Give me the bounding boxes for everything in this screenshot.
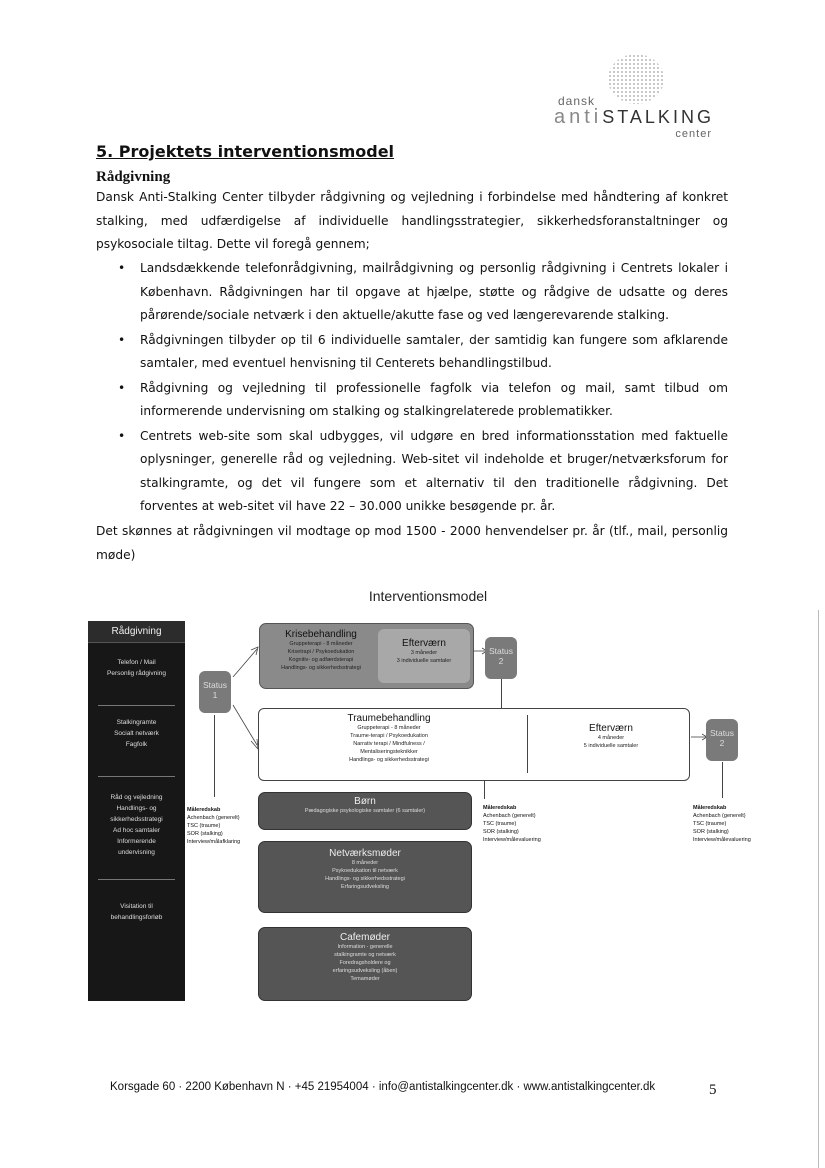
left-line: Telefon / Mail [117, 659, 156, 666]
status-number: 1 [212, 690, 218, 700]
krise-line: Handlings- og sikkerhedsstrategi [281, 665, 361, 671]
measure-line: SOR (stalking) [187, 831, 223, 837]
measure-line: SOR (stalking) [483, 829, 519, 835]
left-block-target [88, 717, 185, 750]
list-item: • Landsdækkende telefonrådgivning, mailrådgivning og personlig rådgivning i Centrets lokaler i København. Rådgivningen har til opgave at hjælpe, støtte og rådgive de udsatte og deres pårørende/sociale netværk i den aktuelle/akutte fase og ved længerevarende stalking. [96, 257, 728, 328]
netvaerk-line: 8 måneder [351, 860, 379, 866]
status-2-badge-traume [706, 719, 738, 761]
left-line: Ad hoc samtaler [113, 827, 160, 834]
krise-main [266, 629, 376, 672]
left-line: Socialt netværk [114, 730, 159, 737]
subsection-title: Rådgivning [96, 169, 171, 185]
traume-down-line [484, 781, 485, 799]
traume-main [259, 713, 519, 764]
netvaerk-line: Erfaringsudveksling [341, 884, 389, 890]
status-2-badge [485, 637, 517, 679]
left-line: Handlings- og [116, 805, 157, 812]
traumebehandling-box [258, 708, 690, 781]
page-number: 5 [709, 1082, 717, 1098]
status-number: 2 [719, 738, 725, 748]
radgivning-header: Rådgivning [88, 621, 185, 643]
measure-line: TSC (traume) [187, 823, 221, 829]
netvaerk-line: Psykoedukation til netværk [332, 868, 398, 874]
left-line: Fagfolk [125, 741, 148, 748]
born-title: Børn [354, 796, 376, 807]
logo-wordmark [554, 106, 714, 129]
measure-line: TSC (traume) [693, 821, 727, 827]
left-divider [98, 879, 175, 880]
left-block-visitation [88, 901, 185, 923]
left-line: undervisning [118, 849, 155, 856]
krisebehandling-box [259, 623, 474, 689]
efterværn-line: 3 måneder [410, 650, 438, 656]
efterværn-line: 4 måneder [597, 735, 625, 741]
left-block-services [88, 792, 185, 858]
efterværn-line: 3 individuelle samtaler [396, 658, 452, 664]
efterværn-title: Efterværn [402, 638, 446, 649]
cafe-line: Information - generelle [337, 944, 393, 950]
left-line: behandlingsforløb [110, 914, 163, 921]
cafemoder-box [258, 927, 472, 1001]
status2b-down-line [722, 762, 723, 798]
center-logo [552, 48, 722, 148]
logo-dansk: dansk [558, 94, 596, 108]
intervention-diagram [88, 585, 788, 1005]
status-label: Status [202, 680, 228, 690]
traume-divider [527, 715, 528, 773]
measure-line: Achenbach (generelt) [483, 813, 536, 819]
scan-edge [818, 610, 819, 1168]
bullet-list [96, 257, 728, 520]
measure-head: Måleredskab [187, 807, 221, 813]
logo-stalking: STALKING [602, 107, 714, 127]
left-block-contact [88, 657, 185, 679]
list-item: • Rådgivning og vejledning til professionelle fagfolk via telefon og mail, samt tilbud om informerende undervisning om stalking og stalkingrelaterede problematikker. [96, 377, 728, 424]
netvaerksmoder-box [258, 841, 472, 913]
measure-head: Måleredskab [693, 805, 727, 811]
measure-line: SOR (stalking) [693, 829, 729, 835]
measure-line: Interview/målafklaring [187, 839, 241, 845]
measure-line: Achenbach (generelt) [187, 815, 240, 821]
traume-line: Gruppeterapi - 8 måneder [357, 725, 421, 731]
left-line: Råd og vejledning [110, 794, 163, 801]
efterværn-line: 5 individuelle samtaler [583, 743, 639, 749]
left-divider [98, 705, 175, 706]
measure-line: TSC (traume) [483, 821, 517, 827]
cafe-line: erfaringsudveksling (åben) [332, 968, 398, 974]
status-number: 2 [498, 656, 504, 666]
status2-connector [501, 679, 502, 708]
measure-line: Interview/målevaluering [483, 837, 541, 843]
measure-line: Achenbach (generelt) [693, 813, 746, 819]
krise-title: Krisebehandling [285, 629, 357, 640]
cafe-line: stalkingramte og netværk [334, 952, 396, 958]
outro-paragraph: Det skønnes at rådgivningen vil modtage op mod 1500 - 2000 henvendelser pr. år (tlf., mail, personlig møde) [96, 524, 728, 562]
status1-down-line [214, 715, 215, 797]
traume-line: Narrativ terapi / Mindfulness / [353, 741, 425, 747]
born-line: Pædagogiske psykologiske samtaler (6 samtaler) [304, 808, 426, 814]
netvaerk-line: Handlings- og sikkerhedsstrategi [325, 876, 405, 882]
left-line: sikkerhedsstrategi [110, 816, 163, 823]
krise-line: Gruppeterapi - 8 måneder [289, 641, 353, 647]
list-item: • Centrets web-site som skal udbygges, vil udgøre en bred informationsstation med faktuelle oplysninger, generelle råd og vejledning. Web-sitet vil indeholde et bruger/netværksforum for stalkingramte, og det vil fungere som et alternativ til den traditionelle rådgivning. Det forventes at web-sitet vil have 22 – 30.000 unikke besøgende pr. år. [96, 425, 728, 519]
measure-list-2 [483, 804, 573, 844]
measure-head: Måleredskab [483, 805, 517, 811]
left-line: Stalkingramte [116, 719, 157, 726]
traume-efterværn [531, 723, 691, 750]
traume-title: Traumebehandling [347, 713, 431, 724]
born-box [258, 792, 472, 830]
krise-efterværn [378, 629, 470, 683]
logo-center: center [675, 128, 712, 140]
intro-paragraph: Dansk Anti-Stalking Center tilbyder rådgivning og vejledning i forbindelse med håndtering af konkret stalking, med udfærdigelse af individuelle handlingsstrategier, sikkerhedsforanstaltninger og psykosociale tiltag. Dette vil foregå gennem; [96, 190, 728, 251]
traume-line: Mentaliseringsteknikker [360, 749, 418, 755]
netvaerk-title: Netværksmøder [329, 848, 401, 859]
krise-line: Kognitiv- og adfærdsterapi [288, 657, 354, 663]
left-line: Informerende [117, 838, 156, 845]
status-label: Status [709, 728, 735, 738]
status-1-badge [199, 671, 231, 713]
page-footer: Korsgade 60 · 2200 København N · +45 21954004 · info@antistalkingcenter.dk · www.antistalkingcenter.dk [110, 1081, 656, 1093]
measure-list-1 [187, 806, 259, 846]
krise-line: Krisetrapi / Psykoedukation [287, 649, 355, 655]
status1-arrows [231, 645, 261, 755]
radgivning-column [88, 621, 185, 1001]
left-line: Visitation til [120, 903, 153, 910]
left-divider [98, 776, 175, 777]
measure-line: Interview/målevaluering [693, 837, 751, 843]
status-label: Status [488, 646, 514, 656]
diagram-title: Interventionsmodel [368, 588, 488, 604]
cafe-line: Temamøder [350, 976, 380, 982]
left-line: Personlig rådgivning [107, 670, 166, 677]
cafe-line: Foredragsholdere og [339, 960, 391, 966]
traume-line: Traume-terapi / Psykoedukation [350, 733, 428, 739]
logo-anti: anti [554, 106, 603, 128]
measure-list-3 [693, 804, 783, 844]
efterværn-title: Efterværn [589, 723, 633, 734]
list-item: • Rådgivningen tilbyder op til 6 individuelle samtaler, der samtidig kan fungere som afklarende samtaler, med eventuel henvisning til Centerets behandlingstilbud. [96, 329, 728, 376]
globe-icon [608, 54, 664, 104]
traume-line: Handlings- og sikkerhedsstrategi [349, 757, 429, 763]
section-title: 5. Projektets interventionsmodel [96, 142, 395, 161]
cafe-title: Cafemøder [339, 932, 390, 943]
